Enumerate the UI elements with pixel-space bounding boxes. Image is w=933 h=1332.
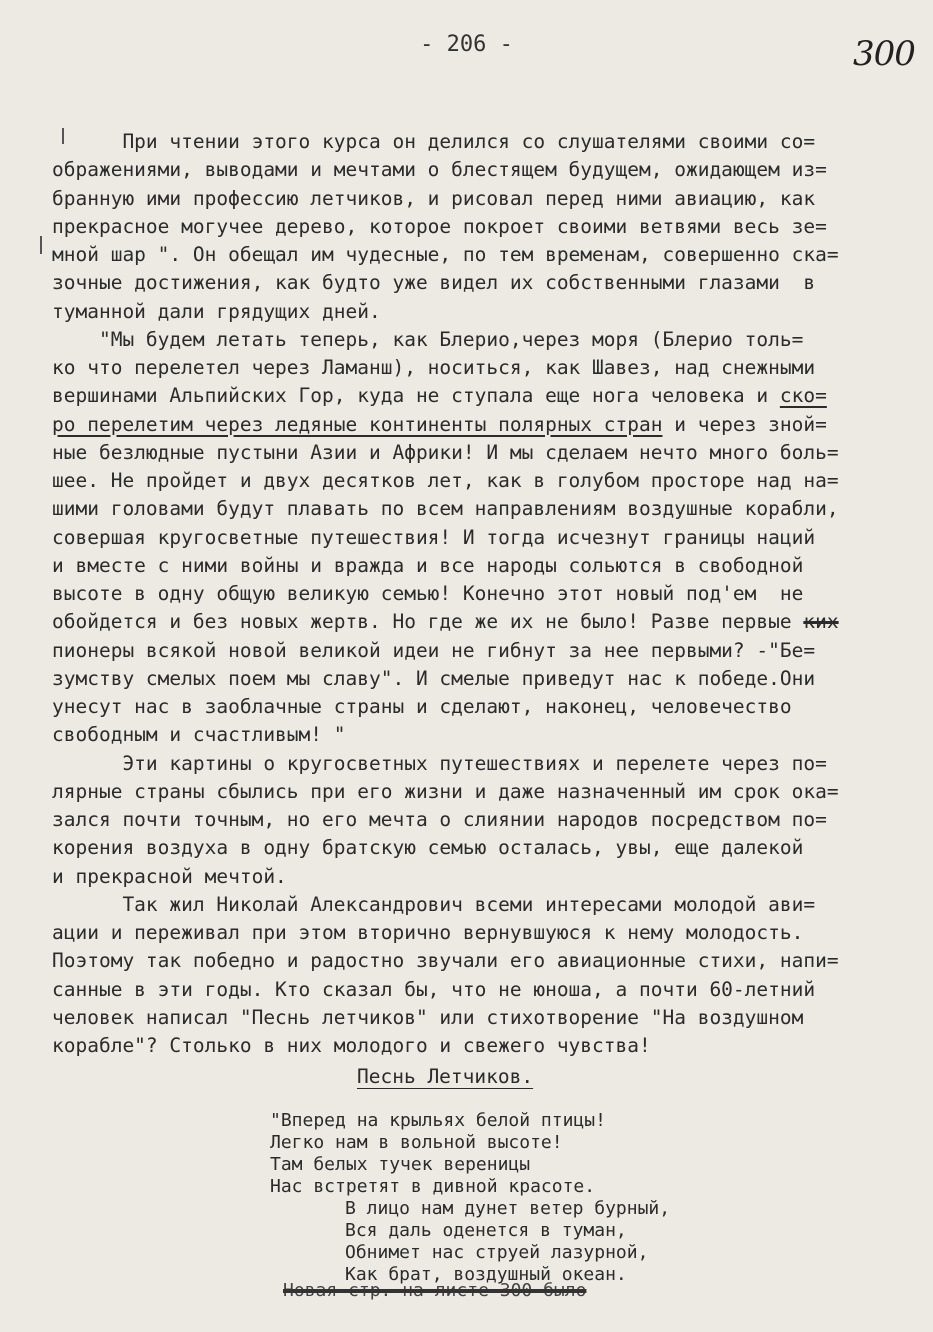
text-line: зумству смелых поем мы славу". И смелые приведут нас к победе.Они: [52, 666, 816, 690]
text-line: шее. Не пройдет и двух десятков лет, как в голубом просторе над на=: [52, 469, 839, 492]
text-line: [52, 411, 932, 439]
text-line: [52, 382, 932, 410]
underlined-text: ро перелетим через ледяные континенты полярных стран: [52, 412, 663, 436]
text-line: мной шар ". Он обещал им чудесные, по тем временам, совершенно ска=: [52, 243, 839, 266]
poem-stanza-1: [270, 1110, 606, 1198]
poem-line: Нас встретят в дивной красоте.: [270, 1176, 596, 1197]
text-line: "Мы будем летать теперь, как Блерио,через моря (Блерио толь=: [52, 327, 804, 351]
body-text: [52, 128, 932, 1060]
text-line: человек написал "Песнь летчиков" или стихотворение "На воздушном: [52, 1005, 804, 1029]
text-line: ко что перелетел через Ламанш), носиться, как Шавез, над снежными: [52, 356, 816, 379]
text-line: свободным и счастливым! ": [52, 723, 346, 747]
text-line: Эти картины о кругосветных путешествиях и перелете через по=: [52, 751, 827, 775]
poem-line: Обнимет нас струей лазурной,: [345, 1242, 649, 1263]
struck-word: ких: [803, 610, 839, 634]
text-line: бранную ими профессию летчиков, и рисовал перед ними авиацию, как: [52, 186, 816, 210]
text-line: лярные страны сбылись при его жизни и даже назначенный им срок ока=: [52, 779, 839, 803]
text-line: унесут нас в заоблачные страны и сделают, наконец, человечество: [52, 695, 792, 718]
text-line: высоте в одну общую великую семью! Конечно этот новый под'ем не: [52, 582, 804, 605]
text-line: и вместе с ними войны и вражда и все народы сольются в свободной: [52, 553, 804, 577]
text-line: ображениями, выводами и мечтами о блестящем будущем, ожидающем из=: [52, 158, 827, 182]
text-line: ные безлюдные пустыни Азии и Африки! И мы сделаем нечто много боль=: [52, 440, 839, 464]
crossed-out-line: Новая стр. на листе 300 было: [283, 1280, 587, 1301]
poem-title: Песнь Летчиков.: [357, 1065, 534, 1088]
text-line: При чтении этого курса он делился со слушателями своими со=: [52, 130, 816, 153]
text-line: Поэтому так победно и радостно звучали его авиационные стихи, напи=: [52, 949, 839, 973]
text-line: шими головами будут плавать по всем направлениям воздушные корабли,: [52, 497, 839, 521]
text-line: корения воздуха в одну братскую семью осталась, увы, еще далекой: [52, 836, 804, 860]
text-segment: и через зной=: [662, 412, 827, 436]
text-line: прекрасное могучее дерево, которое покроет своими ветвями весь зе=: [52, 214, 827, 238]
archive-number-handwritten: 300: [853, 34, 915, 74]
text-line: и прекрасной мечтой.: [52, 864, 287, 888]
text-line: зался почти точным, но его мечта о слиянии народов посредством по=: [52, 808, 827, 831]
poem-line: Там белых тучек вереницы: [270, 1154, 531, 1175]
poem-line: Как брат, воздушный океан.: [345, 1264, 627, 1285]
text-line: ации и переживал при этом вторично вернувшуюся к нему молодость.: [52, 921, 804, 944]
text-line: пионеры всякой новой великой идеи не гибнут за нее первыми? -"Бе=: [52, 638, 816, 662]
poem-line: Вся даль оденется в туман,: [345, 1220, 627, 1241]
page-number: - 206 -: [420, 32, 513, 57]
poem-line: Легко нам в вольной высоте!: [270, 1132, 563, 1153]
text-segment: обойдется и без новых жертв. Но где же их не было! Разве первые: [52, 610, 792, 634]
text-segment: вершинами Альпийских Гор, куда не ступала еще нога человека и: [52, 384, 780, 408]
poem-line: В лицо нам дунет ветер бурный,: [345, 1198, 671, 1219]
text-line: корабле"? Столько в них молодого и свежего чувства!: [52, 1034, 651, 1057]
text-line: Так жил Николай Александрович всеми интересами молодой ави=: [52, 892, 816, 916]
text-line: [52, 608, 932, 636]
text-line: зочные достижения, как будто уже видел их собственными глазами в: [52, 271, 816, 295]
text-line: туманной дали грядущих дней.: [52, 299, 381, 323]
margin-mark: [40, 236, 42, 254]
underlined-text: ско=: [779, 384, 827, 408]
poem-line: "Вперед на крыльях белой птицы!: [270, 1110, 606, 1131]
text-line: санные в эти годы. Кто сказал бы, что не юноша, а почти 60-летний: [52, 977, 816, 1001]
text-line: совершая кругосветные путешествия! И тогда исчезнут границы наций: [52, 525, 816, 549]
poem-stanza-2: [345, 1198, 670, 1286]
